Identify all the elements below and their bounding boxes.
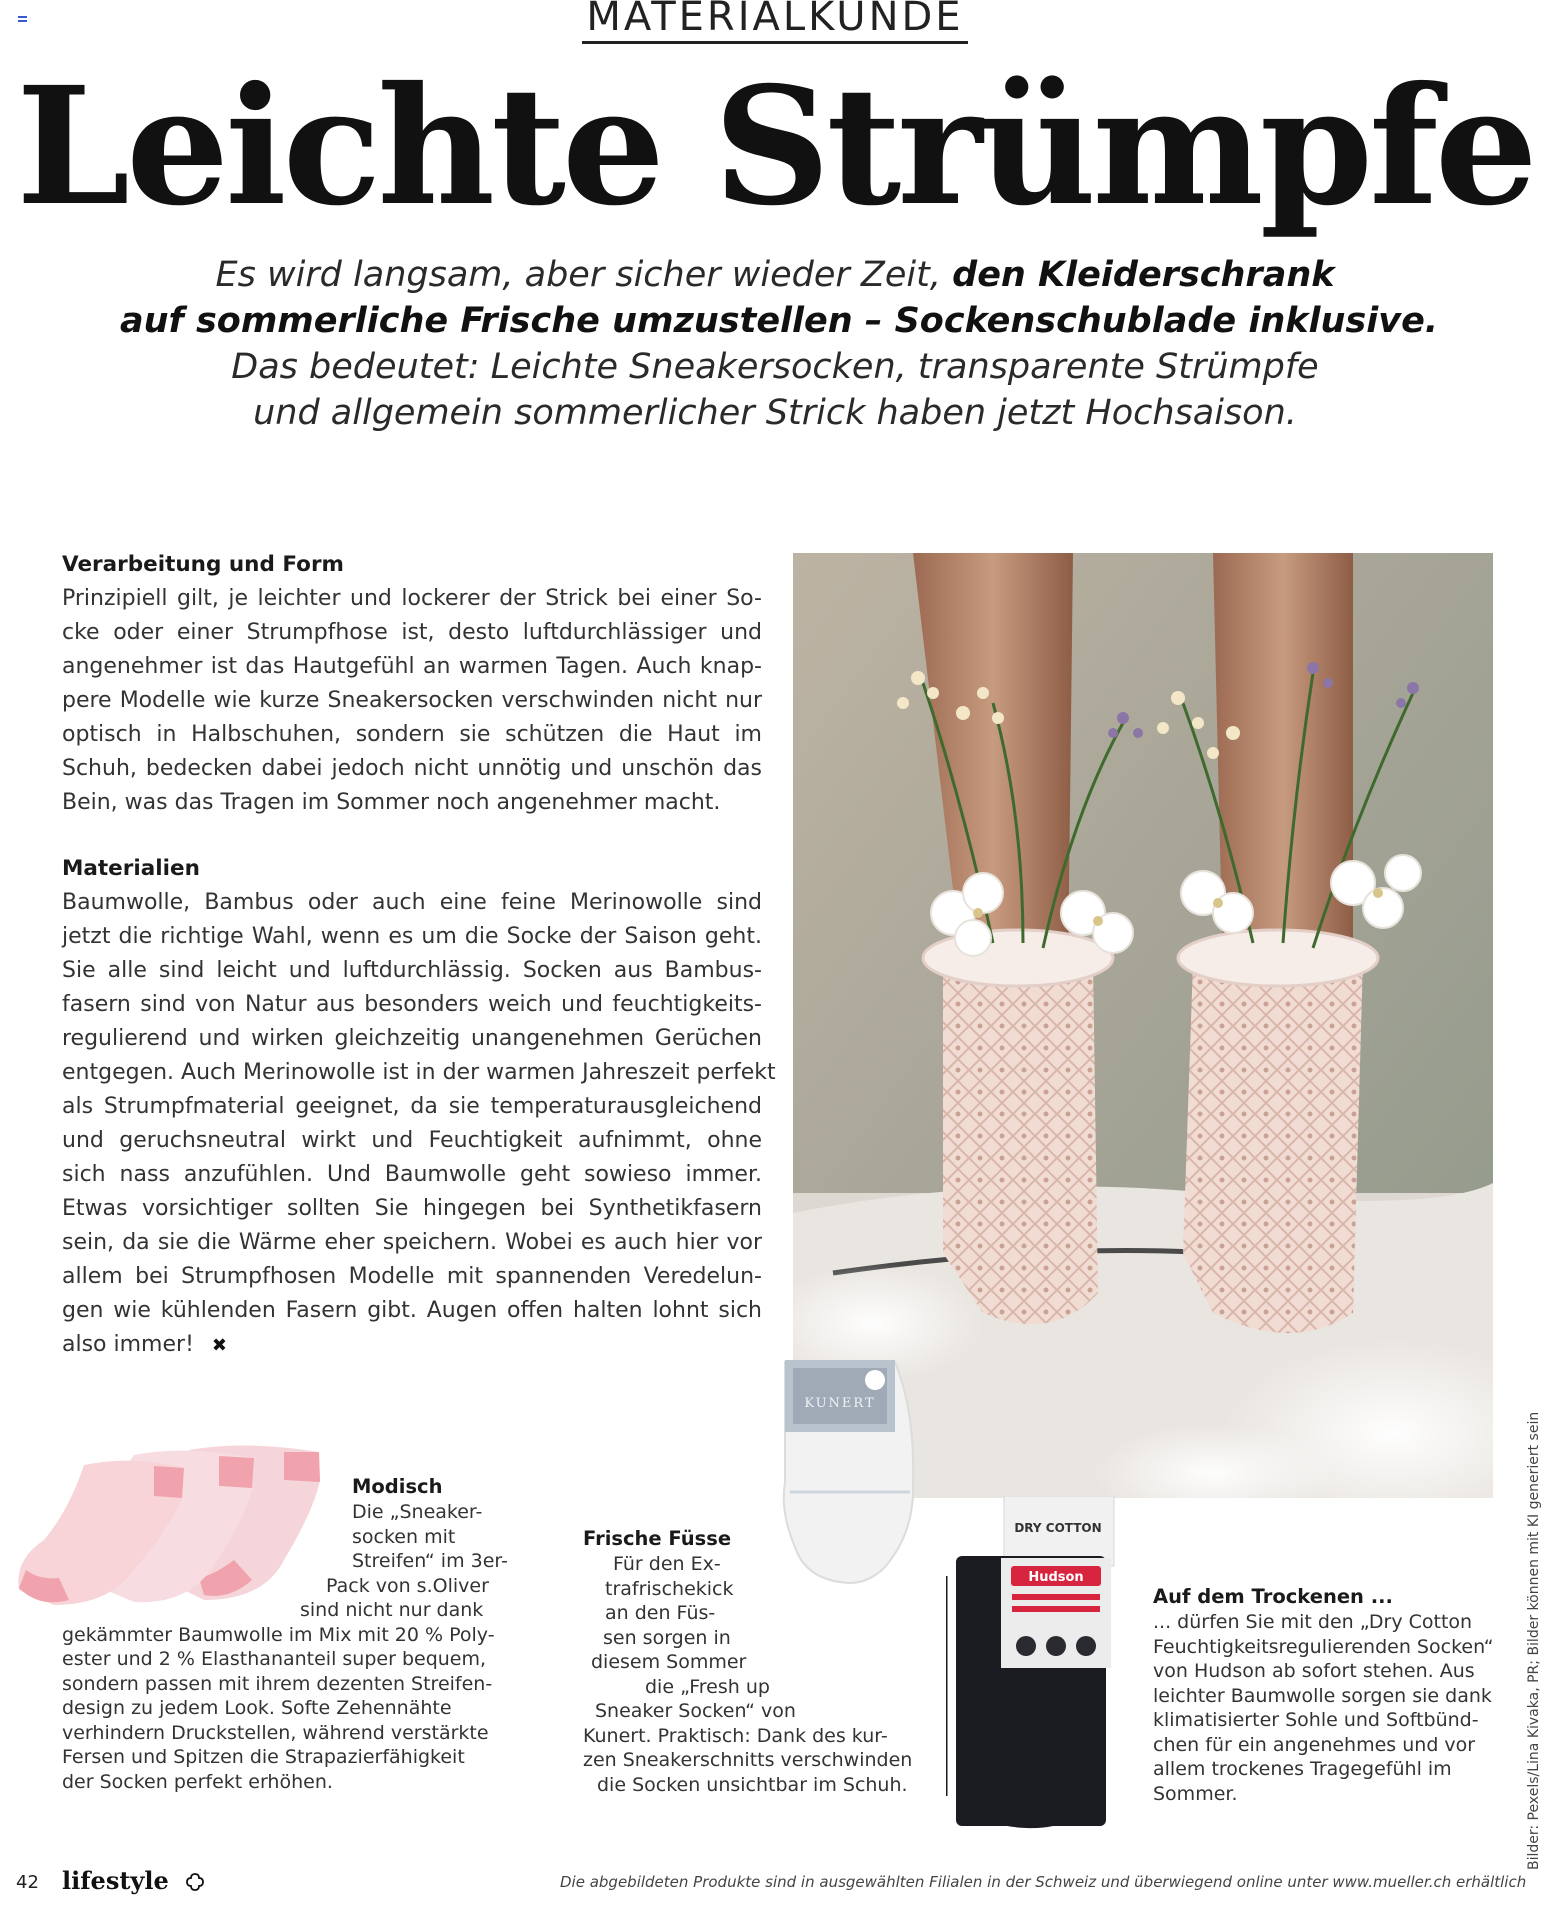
- text-line: Kunert. Praktisch: Dank des kur-: [583, 1724, 888, 1747]
- section-heading-materials: Materialien: [62, 856, 200, 881]
- caption-body-trocken: [1153, 1610, 1493, 1806]
- section-form: [62, 548, 762, 820]
- text-line: sein, da sie die Wärme eher speichern. Wobei es auch hier vor: [62, 1230, 762, 1255]
- text-line: Feuchtigkeitsregulierenden Socken“: [1153, 1635, 1494, 1658]
- caption-trocken: [1153, 1584, 1493, 1806]
- caption-heading-modisch: Modisch: [352, 1475, 443, 1498]
- photo-credit: [1526, 1310, 1548, 1870]
- text-line: trafrischekick: [605, 1577, 734, 1600]
- photo-credit-text: Bilder: Pexels/Lina Kivaka, PR; Bilder können mit KI generiert sein: [1526, 1411, 1542, 1870]
- text-line: pere Modelle wie kurze Sneakersocken verschwinden nicht nur: [62, 688, 762, 713]
- text-line: gekämmter Baumwolle im Mix mit 20 % Poly-: [62, 1623, 495, 1646]
- section-body-materials: [62, 886, 776, 1363]
- hudson-product-label: DRY COTTON: [1014, 1521, 1102, 1535]
- caption-body-modisch: [62, 1500, 512, 1794]
- caption-body-frische: [583, 1552, 943, 1797]
- rubric-label: MATERIALKUNDE: [0, 0, 1550, 40]
- text-line: verhindern Druckstellen, während verstärkte: [62, 1721, 489, 1744]
- text-line: socken mit: [352, 1525, 456, 1548]
- footer-brand-text: lifestyle: [62, 1866, 169, 1895]
- caption-heading-trocken: Auf dem Trockenen ...: [1153, 1585, 1393, 1608]
- text-line: Schuh, bedecken dabei jedoch nicht unnötig und unschön das: [62, 756, 762, 781]
- text-line: sen sorgen in: [603, 1626, 731, 1649]
- clover-logo-icon: [185, 1872, 205, 1892]
- text-line: entgegen. Auch Merinowolle ist in der warmen Jahreszeit perfekt: [62, 1060, 776, 1085]
- text-line: sich nass anzufühlen. Und Baumwolle geht sowieso immer.: [62, 1162, 762, 1187]
- text-line: jetzt die richtige Wahl, wenn es um die Socke der Saison geht.: [62, 924, 762, 949]
- text-line: chen für ein angenehmes und vor: [1153, 1733, 1476, 1756]
- text-line: regulierend und wirken gleichzeitig unangenehmen Gerüchen: [62, 1026, 762, 1051]
- text-line: ... dürfen Sie mit den „Dry Cotton: [1153, 1611, 1473, 1633]
- text-line: Prinzipiell gilt, je leichter und lockerer der Strick bei einer So-: [62, 586, 762, 611]
- lead-line-3: Das bedeutet: Leichte Sneakersocken, transparente Strümpfe: [231, 347, 1319, 387]
- text-line: Streifen“ im 3er-: [352, 1550, 508, 1572]
- section-body-form: [62, 582, 762, 820]
- footer-brand: [62, 1866, 205, 1895]
- text-line: klimatisierter Sohle und Softbünd-: [1153, 1709, 1479, 1731]
- caption-frische: [583, 1526, 943, 1797]
- caption-heading-frische: Frische Füsse: [583, 1527, 732, 1550]
- text-line: Bein, was das Tragen im Sommer noch angenehmer macht.: [62, 790, 721, 815]
- text-line: sondern passen mit ihrem dezenten Streifen-: [62, 1672, 493, 1695]
- section-heading-form: Verarbeitung und Form: [62, 552, 344, 577]
- lead-line-1b: den Kleiderschrank: [952, 255, 1335, 295]
- text-line: angenehmer ist das Hautgefühl an warmen Tagen. Auch knap-: [62, 654, 762, 679]
- text-line: ester und 2 % Elasthananteil super bequem,: [62, 1648, 487, 1670]
- text-line: [62, 1328, 762, 1363]
- text-line: optisch in Halbschuhen, sondern sie schützen die Haut im: [62, 722, 762, 747]
- text-line: Für den Ex-: [613, 1553, 721, 1575]
- lead-line-1a: Es wird langsam, aber sicher wieder Zeit,: [215, 255, 953, 295]
- text-line: Etwas vorsichtiger sollten Sie hingegen bei Synthetikfasern: [62, 1196, 762, 1221]
- text-line: leichter Baumwolle sorgen sie dank: [1153, 1684, 1492, 1707]
- text-line: von Hudson ab sofort stehen. Aus: [1153, 1660, 1475, 1682]
- hudson-dry-cotton-socks-image: [946, 1496, 1121, 1834]
- text-line: der Socken perfekt erhöhen.: [62, 1770, 333, 1793]
- text-line: und geruchsneutral wirkt und Feuchtigkeit aufnimmt, ohne: [62, 1128, 762, 1153]
- text-line: Sneaker Socken“ von: [595, 1700, 796, 1722]
- text-line: Sommer.: [1153, 1782, 1238, 1805]
- text-line: design zu jedem Look. Softe Zehennähte: [62, 1697, 452, 1719]
- section-materials: [62, 852, 776, 1363]
- text-line: an den Füs-: [605, 1602, 716, 1624]
- footer-note: Die abgebildeten Produkte sind in ausgewählten Filialen in der Schweiz und überwiegend online unter www.mueller.ch erhältlich: [560, 1873, 1527, 1891]
- text-line: allem bei Strumpfhosen Modelle mit spannenden Veredelun-: [62, 1264, 762, 1289]
- lead-line-4: und allgemein sommerlicher Strick haben jetzt Hochsaison.: [253, 393, 1297, 433]
- page-number: 42: [16, 1872, 39, 1893]
- text-line: die „Fresh up: [645, 1675, 770, 1698]
- text-line: fasern sind von Natur aus besonders weich und feuchtigkeits-: [62, 992, 762, 1017]
- text-line: Sie alle sind leicht und luftdurchlässig. Socken aus Bambus-: [62, 958, 762, 983]
- text-line: zen Sneakerschnitts verschwinden: [583, 1749, 913, 1771]
- text-line: Die „Sneaker-: [352, 1501, 483, 1523]
- text-line: Pack von s.Oliver: [326, 1574, 489, 1597]
- text-line: als Strumpfmaterial geeignet, da sie temperaturausgleichend: [62, 1094, 762, 1119]
- caption-modisch: [62, 1474, 512, 1794]
- text-line: allem trockenes Tragegefühl im: [1153, 1758, 1452, 1780]
- text-line: gen wie kühlenden Fasern gibt. Augen offen halten lohnt sich: [62, 1298, 762, 1323]
- text-line: Baumwolle, Bambus oder auch eine feine Merinowolle sind: [62, 890, 762, 915]
- text-line: sind nicht nur dank: [300, 1599, 484, 1621]
- text-line: diesem Sommer: [591, 1651, 747, 1673]
- lead-line-2: auf sommerliche Frische umzustellen – Sockenschublade inklusive.: [120, 301, 1439, 341]
- kunert-brand-label: KUNERT: [804, 1396, 876, 1411]
- page-title: Leichte Strümpfe: [16, 52, 1534, 242]
- text-line: die Socken unsichtbar im Schuh.: [597, 1773, 908, 1796]
- text-line: Fersen und Spitzen die Strapazierfähigkeit: [62, 1746, 465, 1768]
- text-line-end: also immer!: [62, 1332, 194, 1357]
- end-mark-icon: ✖: [211, 1335, 227, 1356]
- hudson-brand-label: Hudson: [1028, 1570, 1084, 1585]
- text-line: cke oder einer Strumpfhose ist, desto luftdurchlässiger und: [62, 620, 762, 645]
- lead-paragraph: [120, 252, 1439, 436]
